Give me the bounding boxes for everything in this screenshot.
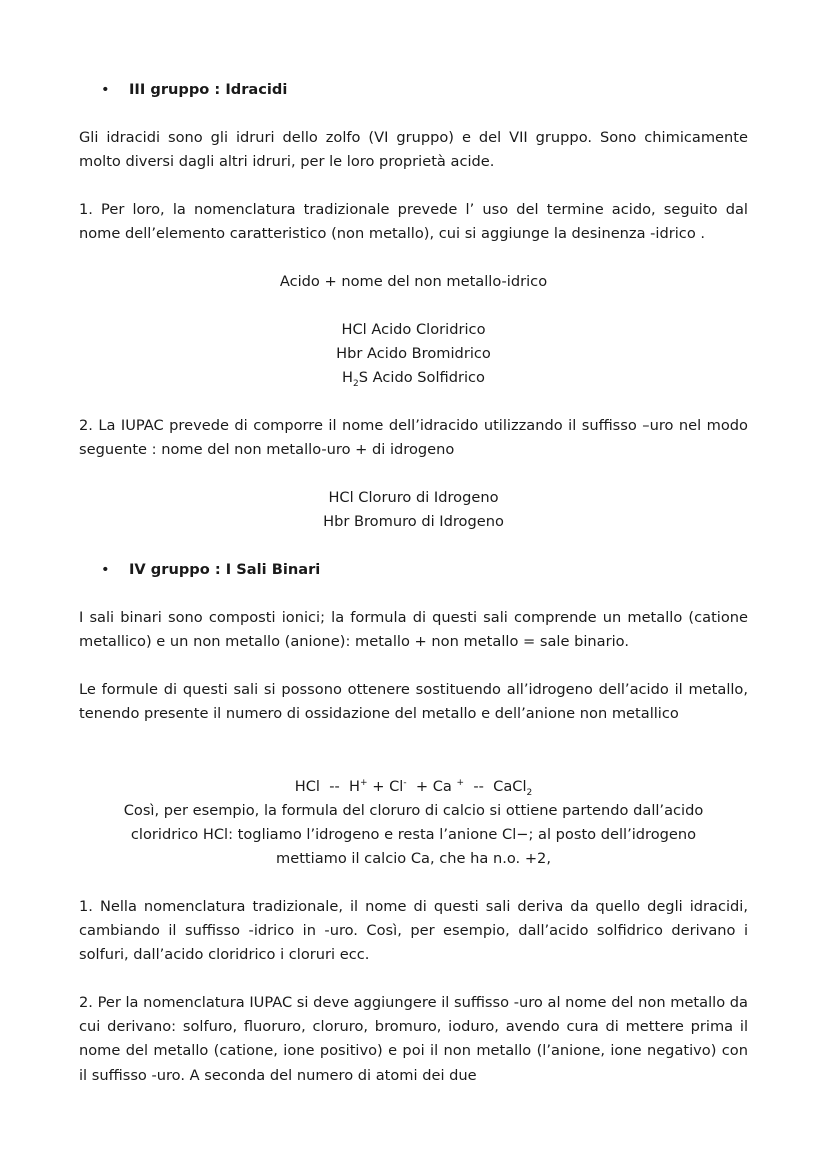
bullet-icon: • [101,561,110,578]
section-4-heading [101,558,320,582]
iupac-nomenclature-paragraph: 2. La IUPAC prevede di comporre il nome dell’idracido utilizzando il suffisso –uro nel modo seguente : nome del non metallo-uro + di idrogeno [79,417,748,459]
cloruro-di-calcio-example: Così, per esempio, la formula del cloruro di calcio si ottiene partendo dall’acido cloridrico HCl: togliamo l’idrogeno e resta l’anione Cl−; al posto dell’idrogeno mettiamo il calcio Ca, che ha n.o. +2, [123,802,704,868]
section-3-heading [101,78,287,102]
example-hcl: HCl Acido Cloridrico [341,321,486,338]
heading-text: IV gruppo : I Sali Binari [129,561,321,578]
example-cloruro: HCl Cloruro di Idrogeno [328,489,499,506]
example-h2s: $H_2S$ Acido Solfidrico [342,369,485,390]
formule-paragraph: Le formule di questi sali si possono ottenere sostituendo all’idrogeno dell’acido il metallo, tenendo presente il numero di ossidazione del metallo e dell’anione non metallico [79,681,748,723]
iupac-examples [79,486,748,534]
traditional-salt-nomenclature: 1. Nella nomenclatura tradizionale, il nome di questi sali deriva da quello degli idracidi, cambiando il suffisso -idrico in -uro. Così, per esempio, dall’acido solfidrico derivano i solfuri, dall’acido cloridrico i cloruri ecc. [79,898,748,964]
idracidi-intro: Gli idracidi sono gli idruri dello zolfo (VI gruppo) e del VII gruppo. Sono chimicamente molto diversi dagli altri idruri, per le loro proprietà acide. [79,129,748,171]
traditional-nomenclature-paragraph: 1. Per loro, la nomenclatura tradizionale prevede l’ uso del termine acido, seguito dal nome dell’elemento caratteristico (non metallo), cui si aggiunge la desinenza -idrico . [79,201,748,243]
example-bromuro: Hbr Bromuro di Idrogeno [323,513,504,531]
heading-text: III gruppo : Idracidi [129,81,288,98]
reaction-equation: HCl -- H+ + Cl- + Ca + -- CaCl$_2$ [294,778,533,798]
sali-binari-intro: I sali binari sono composti ionici; la formula di questi sali comprende un metallo (catione metallico) e un non metallo (anione): metallo + non metallo = sale binario. [79,609,748,651]
traditional-examples [79,318,748,391]
naming-formula: Acido + nome del non metallo-idrico [279,273,548,290]
iupac-salt-nomenclature: 2. Per la nomenclatura IUPAC si deve aggiungere il suffisso -uro al nome del non metallo da cui derivano: solfuro, fluoruro, cloruro, bromuro, ioduro, avendo cura di mettere prima il nome del metallo (catione, ione positivo) e poi il non metallo (l’anione, ione negativo) con il suffisso -uro. A seconda del numero di atomi dei due [79,994,748,1084]
example-hbr: Hbr Acido Bromidrico [336,345,491,363]
bullet-icon: • [101,81,110,98]
